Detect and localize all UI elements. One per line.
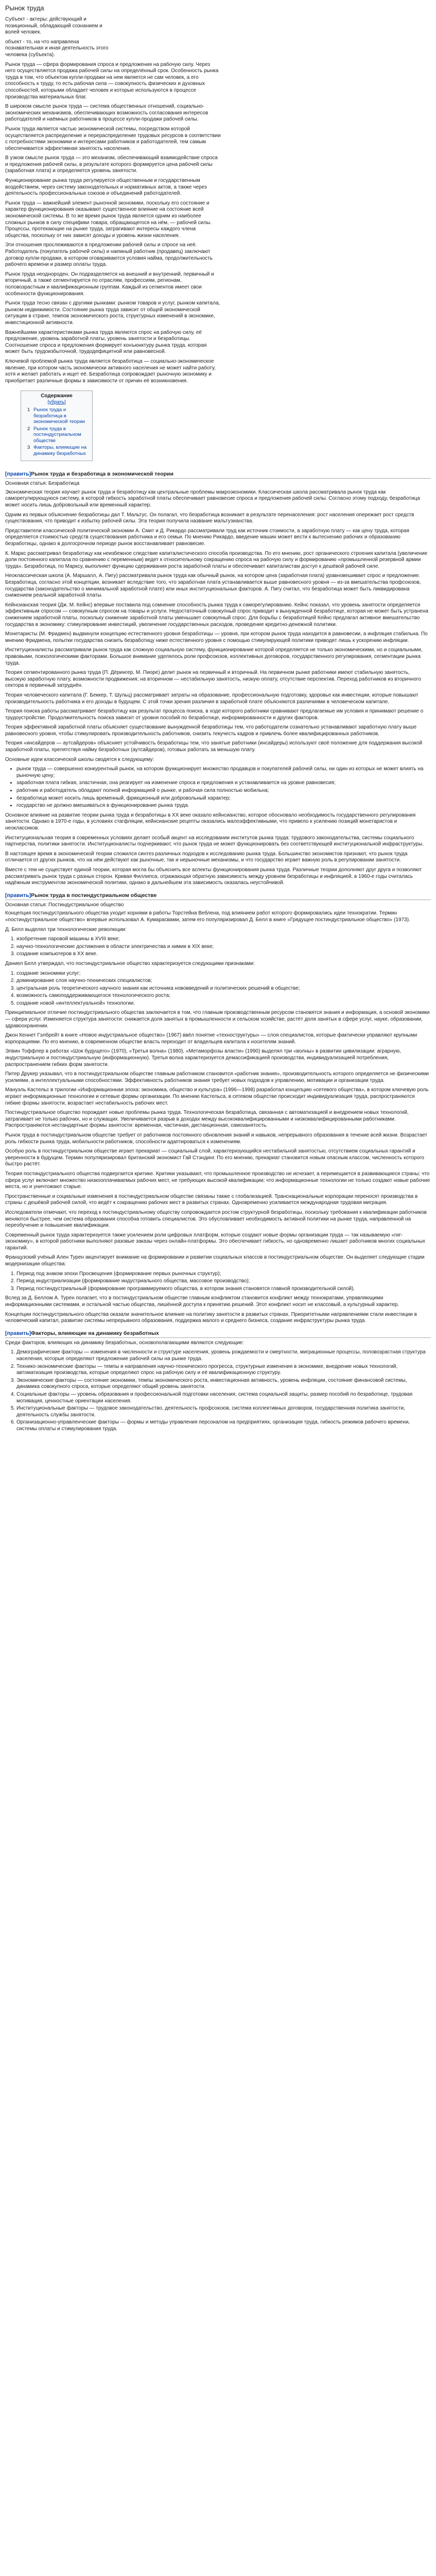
lead-paragraph: Рынок труда является частью экономической системы, посредством которой осуществляется распределение и перераспределение трудовых ресурсов в соответствии с потребностями экономики и интересами работников и работодателей, тем самым обеспечивается эффективная занятость населения. [5,126,221,151]
section-paragraph: Пространственные и социальные изменения в постиндустриальном обществе связаны также с глобализацией. Транснациональные корпорации переносят производства в страны с дешёвой рабочей силой, что ведёт к сокращению рабочих мест в развитых странах. Одновременно усиливается международная трудовая миграция. [5,1193,418,1206]
page-title: Рынок труда [5,4,44,12]
lead-paragraph: В узком смысле рынок труда — это механизм, обеспечивающий взаимодействие спроса и предложения рабочей силы, в результате которого формируется цена рабочей силы (заработная плата) и определяется уровень занятости. [5,155,218,174]
toc-item-link[interactable]: Факторы, влияющие на динамику безработных [33,445,87,456]
toc-item [27,426,88,444]
main-article-note: Основная статья: Постиндустриальное общество [5,902,124,908]
list-item: • работник и работодатель обладают полной информацией о рынке, и рабочая сила полностью мобильна; [16,788,431,794]
intro-paragraph: Субъект - актеры: действующий и позиционный, обладающий сознанием и волей человек. [5,16,102,36]
list-item: • государство не должно вмешиваться в функционирование рынка труда. [16,803,431,809]
main-article-note: Основная статья: Безработица [5,481,80,487]
toc-item [27,445,88,456]
lead-paragraph: Рынок труда неоднороден. Он подразделяется на внешний и внутренний, первичный и вторичный, а также сегментируется по отраслям, профессиям, регионам, половозрастным и квалификационным группам. Каждый из сегментов имеет свои особенности функционирования. [5,271,214,297]
section-heading-text: Рынок труда в постиндустриальном обществе [31,892,157,899]
list-item: 5. Институциональные факторы — трудовое законодательство, деятельность профсоюзов, система коллективных договоров, государственная политика занятости, деятельность службы занятости. [16,1405,431,1418]
list-item: 3. Период постиндустриальный (формирование программируемого общества, в котором знания становятся главной производительной силой). [16,1286,431,1293]
section-paragraph: Теория «инсайдеров — аутсайдеров» объясняет устойчивость безработицы тем, что занятые работники (инсайдеры) используют своё положение для поддержания высокой заработной платы, препятствуя найму безработных (аутсайдеров), готовых работать за меньшую плату. [5,740,423,753]
list-item: 1. создание экономики услуг; [16,971,431,977]
toc-item-link[interactable]: Рынок труда в постиндустриальном обществе [33,426,81,444]
section-paragraph: Кейнсианская теория (Дж. М. Кейнс) впервые поставила под сомнение способность рынка труда к саморегулированию. Кейнс показал, что уровень занятости определяется эффективным спросом — совокупным спросом на товары и услуги. Недостаточный совокупный спрос приводит к вынужденной безработице, которая не может быть устранена снижением заработной платы, поскольку снижение заработной платы уменьшает совокупный спрос. Для борьбы с безработицей Кейнс предлагал активное вмешательство государства в экономику: стимулирование инвестиций, увеличение государственных расходов, проведение кредитно-денежной политики. [5,602,429,628]
list-item: • безработица может носить лишь временный, фрикционный или добровольный характер; [16,795,431,802]
section-paragraph: Концепция постиндустриального общества уходит корнями в работы Торстейна Веблена, под влиянием работ которого формировались идеи технократии. Термин «постиндустриальное общество» впервые использовал А. Кумарасвами, затем его популяризировал Д. Белл в книге «Грядущее постиндустриальное общество» (1973). [5,910,410,923]
lead-paragraph: Функционирование рынка труда регулируется общественным и государственным воздействием, через систему законодательных и нормативных актов, а также через деятельность профессиональных союзов и объединений работодателей. [5,178,207,197]
lead-paragraph: Рынок труда тесно связан с другими рынками: рынком товаров и услуг, рынком капитала, рынком недвижимости. Состояние рынка труда зависит от общей экономической ситуации в стране, темпов экономического роста, структурных изменений в экономике, инвестиционной активности. [5,300,220,326]
toc-item-number: 3 [27,445,30,451]
lead-paragraph: Рынок труда — сфера формирования спроса и предложения на рабочую силу. Через него осуществляется продажа рабочей силы на определённый срок. Особенность рынка труда в том, что объектом купли-продажи на нем является не сам человек, а его способность к труду, то есть рабочая сила — совокупность физических и духовных способностей, которыми обладает человек и которые используются в процессе производства материальных благ. [5,61,219,100]
list-item: 5. создание новой «интеллектуальной» технологии. [16,1001,431,1007]
section-paragraph: Даниел Белл утверждал, что постиндустриальное общество характеризуется следующими признаками: [5,960,255,967]
section-heading [5,470,431,479]
list-item: 2. научно-технологические достижения в области электричества и химии в XIX веке; [16,944,431,951]
section-paragraph: Неоклассическая школа (А. Маршалл, А. Пигу) рассматривала рынок труда как обычный рынок, на котором цена (заработная плата) уравновешивает спрос и предложение. Безработица, согласно этой концепции, возникает вследствие того, что заработная плата устанавливается выше равновесного уровня — из-за вмешательства профсоюзов, государства (законодательство о минимальной заработной плате) или иных институциональных факторов. А. Пигу считал, что безработица может быть ликвидирована снижением реальной заработной платы. [5,573,421,599]
toc-item-link[interactable]: Рынок труда и безработица в экономической теории [33,407,85,425]
section-paragraph: Вслед за Д. Беллом А. Турен полагает, что в постиндустриальном обществе главным конфликтом становится конфликт между технократами, управляющими информационными системами, и остальной частью общества, лишённой доступа к принятию решений. Этот конфликт носит не классовый, а культурный характер. [5,1295,399,1308]
list-item: 1. Демографические факторы — изменения в численности и структуре населения, уровень рождаемости и смертности, миграционные процессы, половозрастная структура населения, которые определяют предложение рабочей силы на рынке труда. [16,1349,431,1362]
section-paragraph: К. Маркс рассматривал безработицу как неизбежное следствие капиталистического способа производства. По его мнению, рост органического строения капитала (увеличение доли постоянного капитала по сравнению с переменным) ведет к относительному сокращению спроса на рабочую силу и формированию «промышленной резервной армии труда». Безработица, по Марксу, выполняет функцию сдерживания роста заработной платы и обеспечивает капиталистам доступ к дешёвой рабочей силе. [5,550,428,569]
section-paragraph: Институциональная теория в современных условиях делает особый акцент на исследовании институтов рынка труда: трудового законодательства, системы социального партнерства, политики занятости. Институционалисты подчеркивают, что рынок труда не может функционировать без соответствующей институциональной инфраструктуры. [5,835,424,848]
section-paragraph: Монетаристы (М. Фридмен) выдвинули концепцию естественного уровня безработицы — уровня, при котором рынок труда находится в равновесии, а инфляция стабильна. По мнению Фридмена, попытки государства снизить безработицу ниже естественного уровня с помощью стимулирующей политики приводят лишь к ускорению инфляции. [5,631,428,643]
section-paragraph: Особую роль в постиндустриальном обществе играет прекариат — социальный слой, характеризующийся нестабильной занятостью, отсутствием социальных гарантий и уверенности в будущем. Термин популяризировал британский экономист Гай Стэндинг. По его мнению, прекариат становится новым опасным классом, численность которого быстро растёт. [5,1148,424,1167]
section-paragraph: Теория эффективной заработной платы объясняет существование вынужденной безработицы тем, что работодатели сознательно устанавливают заработную плату выше равновесного уровня, чтобы стимулировать производительность работников, снизить текучесть кадров и привлечь более квалифицированных работников. [5,724,417,737]
list-item: 2. Период индустриализации (формирование индустриального общества, массовое производство); [16,1278,431,1285]
section-heading [5,1330,431,1338]
section-paragraph: Теория сегментированного рынка труда (П. Дёрингер, М. Пиоре) делит рынок на первичный и вторичный. На первичном рынке работники имеют стабильную занятость, высокую заработную плату, возможности продвижения; на вторичном — нестабильную занятость, низкую оплату, отсутствие перспектив. Переход работников из вторичного сектора в первичный затруднён. [5,670,421,689]
section-paragraph: Вместе с тем не существует единой теории, которая могла бы объяснить все аспекты функционирования рынка труда. Различные теории дополняют друг друга и позволяют рассматривать рынок труда с разных сторон. Кривая Филлипса, отражающая обратную зависимость между уровнем безработицы и инфляцией, в 1960-е годы считалась надёжным инструментом экономической политики, однако в дальнейшем эта зависимость оказалась неустойчивой. [5,867,422,886]
section-paragraph: Среди факторов, влияющих на динамику безработных, основополагающими являются следующие: [5,1340,244,1346]
section-paragraph: Современный рынок труда характеризуется также усилением роли цифровых платформ, которые создают новые формы организации труда — так называемую «гиг-экономику», в которой работники выполняют разовые заказы через онлайн-платформы. Это обеспечивает гибкость, но одновременно лишает работников многих социальных гарантий. [5,1232,426,1251]
section-paragraph: Рынок труда в постиндустриальном обществе требует от работников постоянного обновления знаний и навыков, непрерывного образования в течение всей жизни. Возрастает роль гибкости рынка труда, мобильности работников, способности адаптироваться к изменениям. [5,1132,428,1145]
list-item: • рынок труда — совершенно конкурентный рынок, на котором функционирует множество продавцов и покупателей рабочей силы, ни один из которых не может влиять на рыночную цену; [16,766,431,779]
edit-section-link[interactable]: [править] [5,1330,31,1336]
section-paragraph: Исследователи отмечают, что переход к постиндустриальному обществу сопровождается ростом структурной безработицы, поскольку требования к квалификации работников меняются быстрее, чем система образования способна готовить специалистов. Это обусловливает необходимость активной политики на рынке труда, направленной на переобучение и повышение квалификации. [5,1209,427,1229]
section-heading [5,892,431,900]
toc-toggle-link[interactable]: [убрать] [47,399,66,405]
section-paragraph: Теория человеческого капитала (Г. Беккер, Т. Шульц) рассматривает затраты на образование, профессиональную подготовку, здоровье как инвестиции, которые повышают производительность работника и его доходы в будущем. С этой точки зрения различия в заработной плате объясняются различиями в человеческом капитале. [5,692,418,705]
list-item: • заработная плата гибкая, эластичная, она реагирует на изменение спроса и предложения и устанавливается на уровне равновесия; [16,780,431,787]
list-item: 6. Организационно-управленческие факторы — формы и методы управления персоналом на предприятиях, организация труда, гибкость режимов рабочего времени, системы оплаты и стимулирования труда. [16,1419,431,1432]
list-item: 1. изобретение паровой машины в XVIII веке; [16,936,431,943]
table-of-contents [21,391,93,461]
section-paragraph: Постиндустриальное общество порождает новые проблемы рынка труда. Технологическая безработица, связанная с автоматизацией и внедрением новых технологий, затрагивает не только рабочих, но и служащих. Увеличивается разрыв в доходах между высококвалифицированными и низкоквалифицированными работниками. Распространяются нестандартные формы занятости: временная, частичная, дистанционная, самозанятость. [5,1110,409,1129]
lead-paragraph: Важнейшими характеристиками рынка труда являются спрос на рабочую силу, её предложение, уровень заработной платы, уровень занятости и безработицы. Соотношение спроса и предложения формирует конъюнктуру рынка труда, которая может быть трудоизбыточной, трудодефицитной или равновесной. [5,329,207,355]
section-paragraph: Теория поиска работы рассматривает безработицу как результат процесса поиска, в ходе которого работники сравнивают предлагаемые им условия и принимают решение о трудоустройстве. Продолжительность поиска зависит от уровня пособий по безработице, информированности и других факторов. [5,708,424,721]
edit-section-link[interactable]: [править] [5,471,31,478]
numbered-list [5,1271,431,1293]
numbered-list [5,936,431,958]
section-paragraph: Экономическая теория изучает рынок труда и безработицу как центральные проблемы макроэкономики. Классическая школа рассматривала рынок труда как саморегулирующуюся систему, в которой гибкость заработной платы обеспечивает равновесие спроса и предложения рабочей силы. Согласно этому подходу, безработица может носить лишь добровольный или временный характер. [5,489,420,509]
section-paragraph: Элвин Тоффлер в работах «Шок будущего» (1970), «Третья волна» (1980), «Метаморфозы власти» (1990) выделял три «волны» в развитии цивилизации: аграрную, индустриальную и постиндустриальную (информационную). Третья волна характеризуется демассификацией производства, индивидуализацией потребления, распространением гибких форм занятости. [5,1048,402,1067]
section-paragraph: Питер Друкер указывал, что в постиндустриальном обществе главным работником становится «работник знания», производительность которого определяется не физическими усилиями, а интеллектуальными способностями. Эффективность работников знания требует новых подходов к управлению, мотивации и организации труда. [5,1071,429,1083]
list-item: 4. Социальные факторы — уровень образования и профессиональной подготовки населения, система социальной защиты, размер пособий по безработице, трудовая мотивация, ценностные ориентации населения. [16,1392,431,1404]
list-item: 1. Период под знаком эпохи Просвещения (формирование первых рыночных структур); [16,1271,431,1278]
toc-list [25,407,88,456]
bullet-list [5,766,431,809]
toc-item-number: 2 [27,426,30,432]
section-paragraph: Джон Кеннет Гэлбрейт в книге «Новое индустриальное общество» (1967) ввёл понятие «техноструктуры» — слоя специалистов, которые фактически управляют крупными корпорациями. По его мнению, в современном обществе власть переходит от владельцев капитала к носителям знаний. [5,1032,417,1045]
list-intro: Основные идеи классической школы сводятся к следующему: [5,756,154,762]
numbered-list [5,1349,431,1432]
section-paragraph: Французский учёный Ален Турен акцентирует внимание на формировании и развитии социальных классов в постиндустриальном обществе. Он выделяет следующие стадии модернизации общества: [5,1255,425,1267]
lead-section [5,62,431,385]
section-paragraph: Концепции постиндустриального общества оказали значительное влияние на политику занятости в развитых странах. Приоритетными направлениями стали инвестиции в человеческий капитал, развитие системы непрерывного образования, поддержка малого и среднего бизнеса, создание инфраструктуры рынка труда. [5,1311,417,1324]
section-heading-text: Факторы, влияющие на динамику безработных [31,1330,159,1336]
edit-section-link[interactable]: [править] [5,892,31,899]
list-item: 4. возможность самоподдерживающегося технологического роста; [16,993,431,999]
lead-paragraph: Рынок труда — важнейший элемент рыночной экономики, поскольку его состояние и характер функционирования оказывают существенное влияние на состояние всей экономической системы. В то же время рынок труда является одним из наиболее сложных рынков в силу специфики товара, обращающегося на нём, — рабочей силы. Процессы, протекающие на рынке труда, затрагивают интересы каждого члена общества, поскольку от них зависят доходы и уровень жизни населения. [5,200,212,239]
section-paragraph: Теория постиндустриального общества подвергается критике. Критики указывают, что промышленное производство не исчезает, а перемещается в развивающиеся страны; что сфера услуг включает множество низкооплачиваемых рабочих мест, не требующих высокой квалификации; что информационные технологии не только создают новые рабочие места, но и уничтожают старые. [5,1171,430,1190]
lead-paragraph: В широком смысле рынок труда — система общественных отношений, социально-экономических механизмов, обеспечивающих возможность согласования интересов работодателей и наёмных работников в процессе купли-продажи рабочей силы. [5,104,208,123]
section-heading-text: Рынок труда и безработица в экономической теории [31,471,173,478]
intro-paragraph: объект - то, на что направлена познавательная и иная деятельность этого человека (субъекта). [5,39,109,58]
list-item: 2. Технико-экономические факторы — темпы и направления научно-технического прогресса, структурные изменения в экономике, внедрение новых технологий, автоматизация производства, которые определяют спрос на рабочую силу и её квалификационную структуру. [16,1364,431,1377]
list-item: 3. Экономические факторы — состояние экономики, темпы экономического роста, инвестиционная активность, уровень инфляции, состояние финансовой системы, динамика совокупного спроса, которые определяют общий уровень занятости. [16,1378,431,1391]
list-item: 3. центральная роль теоретического научного знания как источника нововведений и политических решений в обществе; [16,986,431,992]
lead-paragraph: Эти отношения прослеживаются в предложении рабочей силы и спросе на неё. Работодатель (покупатель рабочей силы) и наемный работник (продавец) заключают договор купли-продажи, в котором оговариваются условия найма, продолжительность рабочего времени и размер оплаты труда. [5,242,213,268]
section-paragraph: Институционалисты рассматривали рынок труда как сложную социальную систему, функционирование которой определяется не только экономическими, но и социальными, правовыми, психологическими факторами. Большое внимание уделялось роли профсоюзов, коллективных договоров, государственного регулирования, сегментации рынка труда. [5,647,423,666]
section-paragraph: В настоящее время в экономической теории сложился синтез различных подходов к исследованию рынка труда. Большинство экономистов признают, что рынок труда отличается от других рынков, что на нём действуют как рыночные, так и нерыночные механизмы, и что государство играет важную роль в регулировании занятости. [5,851,408,863]
list-item: 2. доминирование слоя научно-технических специалистов; [16,978,431,985]
toc-title: Содержание [41,393,73,399]
section-paragraph: Д. Белл выделял три технологические революции: [5,926,127,933]
numbered-list [5,971,431,1007]
section-paragraph: Мануэль Кастельс в трилогии «Информационная эпоха: экономика, общество и культура» (1996—1998) разработал концепцию «сетевого общества», в котором ключевую роль играют информационные технологии и сетевые формы организации. По мнению Кастельса, в сетевом обществе происходит индивидуализация труда, распространяются гибкие формы занятости, возрастает нестабильность рабочих мест. [5,1087,429,1106]
toc-item [27,407,88,425]
section-paragraph: Принципиальное отличие постиндустриального общества заключается в том, что главным производственным ресурсом становятся знания и информация, а основой экономики — сфера услуг. Изменяется структура занятости: снижается доля занятых в промышленности и сельском хозяйстве, растёт доля занятых в сфере услуг, науке, образовании, здравоохранении. [5,1010,430,1029]
section-paragraph: Представители классической политической экономии А. Смит и Д. Рикардо рассматривали труд как источник стоимости, а заработную плату — как цену труда, которая определяется стоимостью средств существования работника и его семьи. По мнению Рикардо, введение машин может вести к вытеснению рабочих и образованию безработицы, однако в долгосрочном периоде рынок восстанавливает равновесие. [5,528,409,547]
list-item: 3. создание компьютеров в XX веке. [16,951,431,958]
lead-paragraph: Ключевой проблемой рынка труда является безработица — социально-экономическое явление, при котором часть экономически активного населения не может найти работу, хотя и желает работать и ищет её. Безработица сопровождает рыночную экономику и приобретает различные формы в зависимости от причин её возникновения. [5,358,216,384]
toc-item-number: 1 [27,407,30,413]
section-paragraph: Одним из первых объяснение безработицы дал Т. Мальтус. Он полагал, что безработица возникает в результате перенаселения: рост населения опережает рост средств существования, что приводит к избытку рабочей силы. Эта теория получила название мальтузианства. [5,512,414,524]
section-paragraph: Основное влияние на развитие теории рынка труда и безработицы в XX веке оказало кейнсианство, которое обосновало необходимость государственного регулирования занятости. Однако в 1970-е годы, в условиях стагфляции, кейнсианские рецепты оказались малоэффективными, что привело к усилению позиций монетаристов и неоклассиков. [5,812,416,831]
